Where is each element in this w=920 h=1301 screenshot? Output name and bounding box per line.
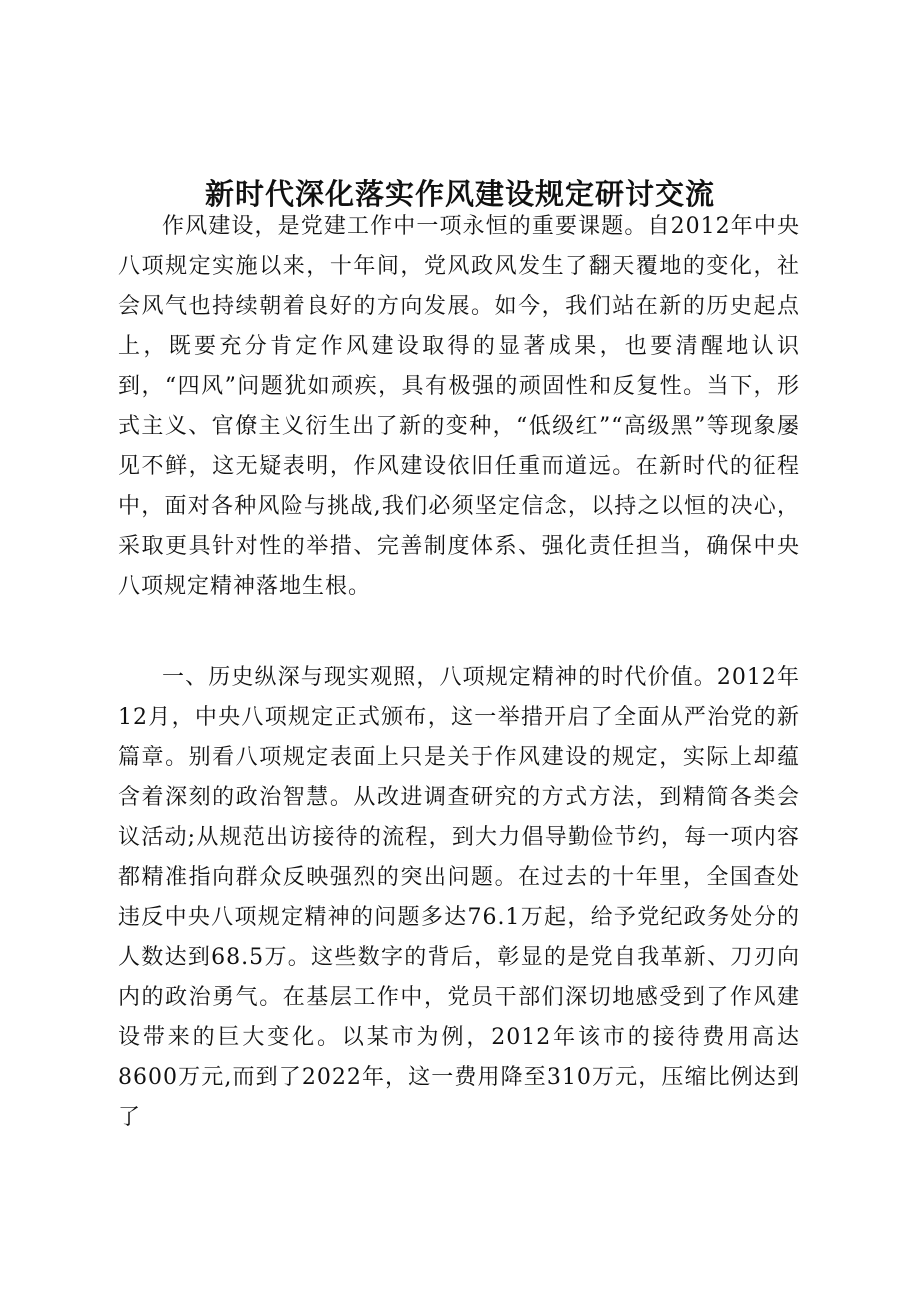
paragraph-section-one: 一、历史纵深与现实观照，八项规定精神的时代价值。2012年12月，中央八项规定正式颁布，这一举措开启了全面从严治党的新篇章。别看八项规定表面上只是关于作风建设的规定，实际上却蕴含着深刻的政治智慧。从改进调查研究的方式方法，到精简各类会议活动;从规范出访接待的流程，到大力倡导勤俭节约，每一项内容都精准指向群众反映强烈的突出问题。在过去的十年里，全国查处违反中央八项规定精神的问题多达76.1万起，给予党纪政务处分的人数达到68.5万。这些数字的背后，彰显的是党自我革新、刀刃向内的政治勇气。在基层工作中，党员干部们深切地感受到了作风建设带来的巨大变化。以某市为例，2012年该市的接待费用高达8600万元,而到了2022年，这一费用降至310万元，压缩比例达到了 xyxy=(118,665,800,1130)
paragraph-intro: 作风建设，是党建工作中一项永恒的重要课题。自2012年中央八项规定实施以来，十年间，党风政风发生了翻天覆地的变化，社会风气也持续朝着良好的方向发展。如今，我们站在新的历史起点上，既要充分肯定作风建设取得的显著成果，也要清醒地认识到，“四风”问题犹如顽疾，具有极强的顽固性和反复性。当下，形式主义、官僚主义衍生出了新的变种，“低级红”“高级黑”等现象屡见不鲜，这无疑表明，作风建设依旧任重而道远。在新时代的征程中，面对各种风险与挑战,我们必须坚定信念，以持之以恒的决心，采取更具针对性的举措、完善制度体系、强化责任担当，确保中央八项规定精神落地生根。 xyxy=(118,214,800,599)
document-title: 新时代深化落实作风建设规定研讨交流 xyxy=(204,177,715,211)
